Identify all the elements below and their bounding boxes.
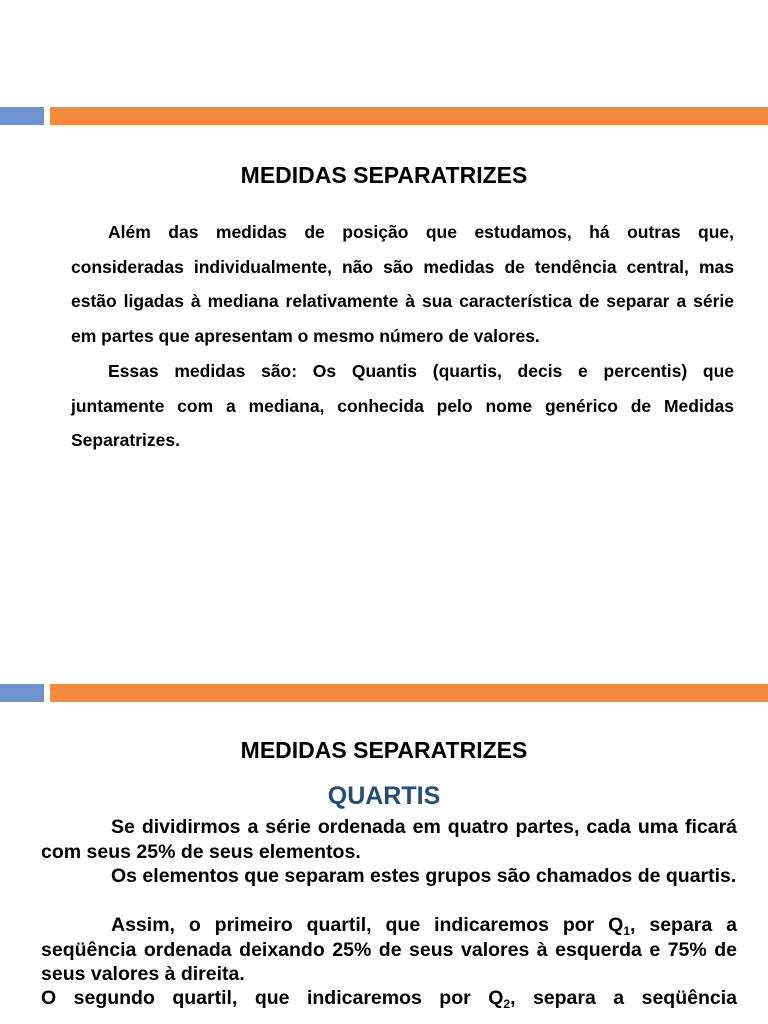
q2-subscript: 2 (503, 997, 511, 1011)
slide1-paragraph-2: Essas medidas são: Os Quantis (quartis, decis e percentis) que juntamente com a mediana, conhecida pelo nome genérico de Medidas Separatrizes. (71, 361, 734, 451)
slide2-paragraph-3 (41, 913, 737, 987)
slide2-paragraph-1: Se dividirmos a série ordenada em quatro partes, cada uma ficará com seus 25% de seus elementos. (41, 816, 737, 863)
band-orange-bar (50, 107, 768, 125)
band-orange-bar (50, 684, 768, 702)
q2-text-after: , separa a seqüência (510, 987, 737, 1009)
slide2-paragraph-2: Os elementos que separam estes grupos são chamados de quartis. (111, 865, 737, 887)
q1-text-after: , separa a seqüência ordenada deixando 25% de seus valores à esquerda e 75% de seus valores à direita. (41, 914, 737, 985)
quartis-subtitle: QUARTIS (327, 782, 441, 810)
slide1-header-band (0, 107, 768, 125)
band-blue-block (0, 107, 44, 125)
slide1-title: MEDIDAS SEPARATRIZES (240, 162, 528, 188)
slide2-title: MEDIDAS SEPARATRIZES (240, 737, 528, 763)
slide1-paragraph-1: Além das medidas de posição que estudamos, há outras que, consideradas individualmente, não são medidas de tendência central, mas estão ligadas à mediana relativamente à sua característica de separar a série em partes que apresentam o mesmo número de valores. (71, 222, 734, 346)
q2-text-before: O segundo quartil, que indicaremos por Q (41, 987, 504, 1009)
q1-text-before: Assim, o primeiro quartil, que indicaremos por Q (111, 914, 624, 936)
slide2-header-band (0, 684, 768, 702)
q1-subscript: 1 (623, 924, 631, 938)
band-blue-block (0, 684, 44, 702)
slide2-paragraph-4 (41, 986, 737, 1011)
